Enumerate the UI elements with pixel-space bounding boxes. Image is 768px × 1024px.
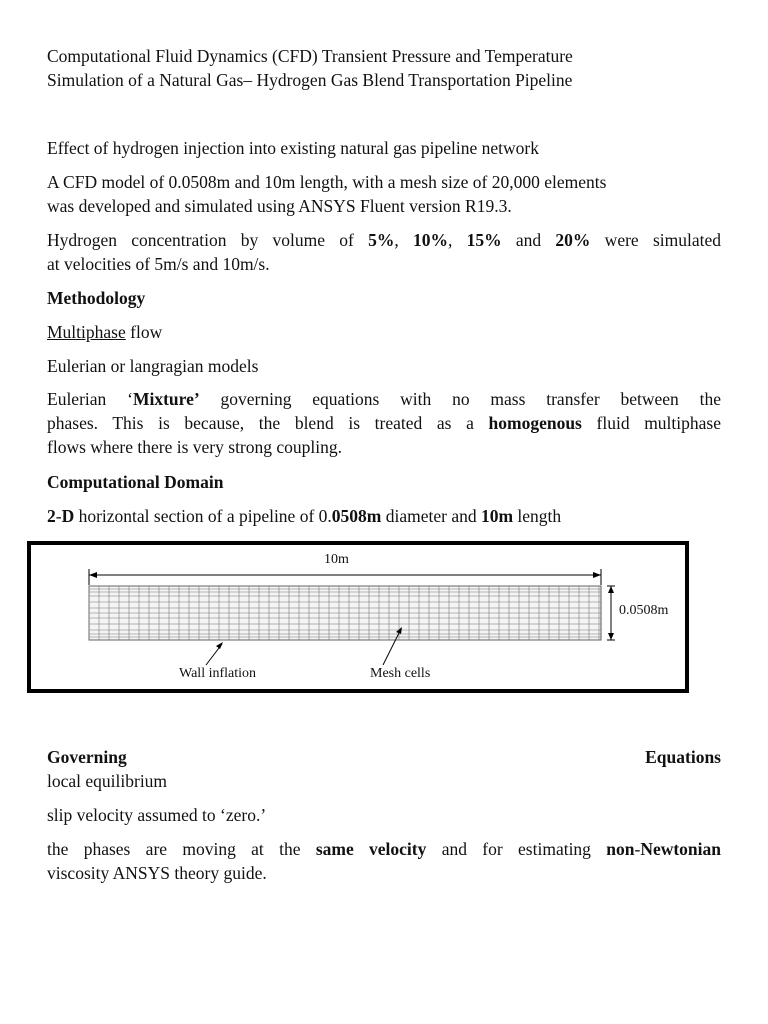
pipeline-mesh-figure [27, 541, 689, 693]
multiphase-flow: Multiphase flow [47, 322, 163, 342]
intro-p2-line-2: at velocities of 5m/s and 10m/s. [47, 254, 270, 274]
pipeline-diagram [31, 545, 685, 689]
wall-inflation-label: Wall inflation [179, 666, 257, 681]
document-title [47, 44, 721, 92]
diameter-label: 0.0508m [619, 603, 669, 618]
concentration-20: 20% [555, 230, 591, 250]
intro-p2-line-1: Hydrogen concentration by volume of 5%, 10%, 15% and 20% were simulated [47, 230, 721, 250]
length-dimension [89, 569, 601, 585]
title-line-2: Simulation of a Natural Gas– Hydrogen Gas Blend Transportation Pipeline [47, 70, 573, 90]
intro-p1-line-2: was developed and simulated using ANSYS Fluent version R19.3. [47, 196, 512, 216]
governing-line-1: the phases are moving at the same velocity and for estimating non-Newtonian [47, 839, 722, 859]
domain-heading: Computational Domain [47, 472, 224, 492]
models-line: Eulerian or langragian models [47, 356, 259, 376]
methodology-line-2: phases. This is because, the blend is treated as a homogenous fluid multiphase [47, 413, 721, 433]
concentration-15: 15% [466, 230, 502, 250]
diameter-dimension [607, 586, 615, 640]
governing-heading [47, 745, 721, 769]
slip-velocity: slip velocity assumed to ‘zero.’ [47, 805, 267, 825]
methodology-line-1: Eulerian ‘Mixture’ governing equations with no mass transfer between the [47, 389, 722, 409]
intro-p1-line-1: A CFD model of 0.0508m and 10m length, with a mesh size of 20,000 elements [47, 172, 607, 192]
intro-heading: Effect of hydrogen injection into existing natural gas pipeline network [47, 138, 539, 158]
intro-paragraph-1 [47, 170, 721, 218]
governing-heading-right: Equations [645, 747, 721, 767]
mesh-cells-label: Mesh cells [370, 666, 431, 681]
concentration-5: 5% [368, 230, 395, 250]
intro-paragraph-2 [47, 228, 721, 276]
length-label: 10m [324, 552, 349, 567]
methodology-heading: Methodology [47, 288, 146, 308]
governing-heading-left: Governing [47, 747, 127, 767]
governing-line-2: viscosity ANSYS theory guide. [47, 863, 267, 883]
methodology-paragraph [47, 387, 721, 459]
governing-paragraph [47, 837, 721, 885]
mesh-grid [89, 586, 601, 640]
methodology-line-3: flows where there is very strong coupling. [47, 437, 342, 457]
title-line-1: Computational Fluid Dynamics (CFD) Transient Pressure and Temperature [47, 46, 573, 66]
concentration-10: 10% [412, 230, 448, 250]
local-equilibrium: local equilibrium [47, 771, 168, 791]
domain-description: 2-D horizontal section of a pipeline of 0.0508m diameter and 10m length [47, 506, 562, 526]
